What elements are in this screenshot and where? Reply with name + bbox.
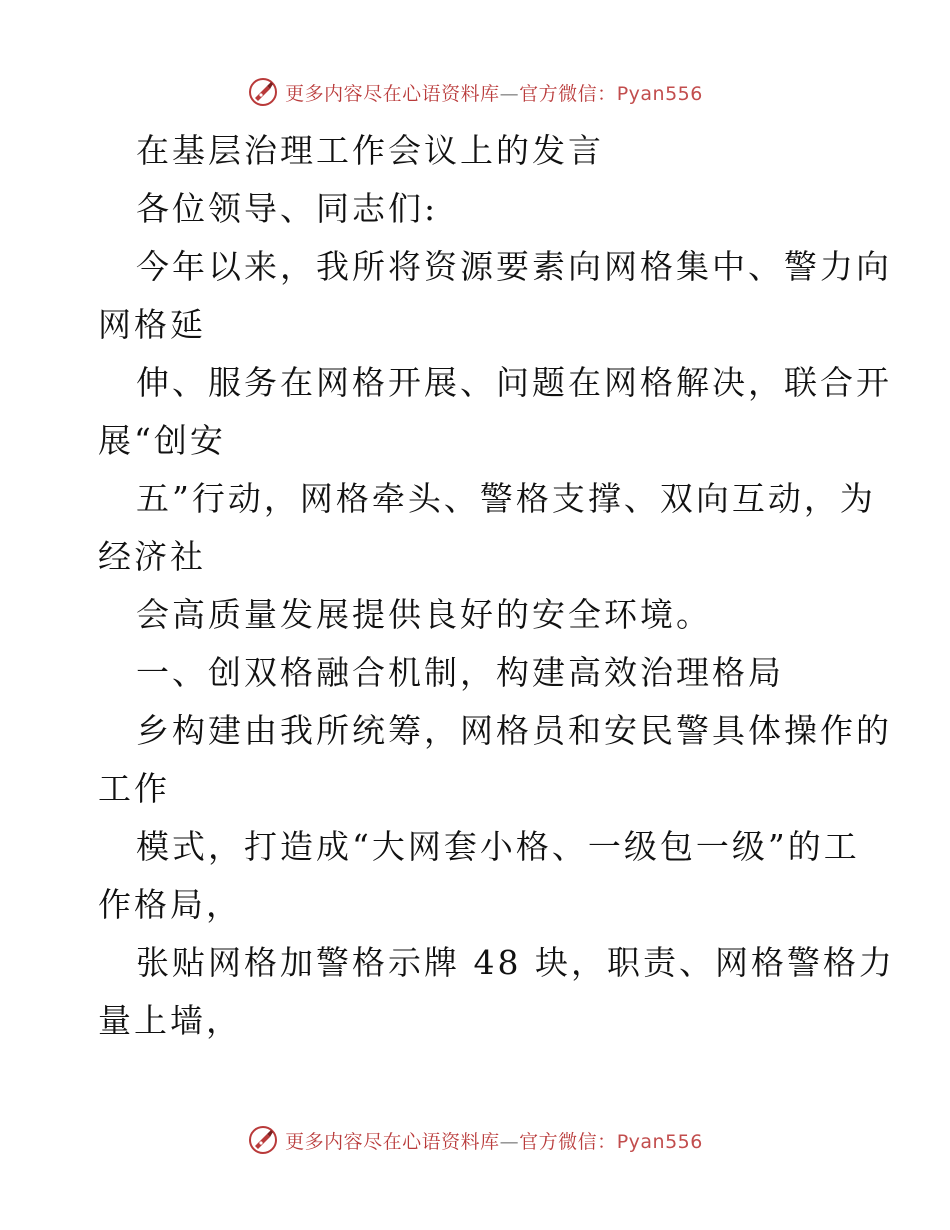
pen-nib-logo-icon <box>247 76 279 108</box>
watermark-text <box>285 1127 703 1154</box>
paragraph-line: 网格延 <box>98 305 206 344</box>
watermark-id: Pyan556 <box>616 1130 703 1153</box>
watermark-id: Pyan556 <box>616 82 703 105</box>
header-watermark <box>0 72 950 112</box>
paragraph-line: 会高质量发展提供良好的安全环境。 <box>136 595 712 634</box>
paragraph-line: 五”行动，网格牵头、警格支撑、双向互动，为 <box>136 479 876 518</box>
footer-watermark <box>0 1120 950 1160</box>
pen-nib-logo-icon <box>247 1124 279 1156</box>
watermark-official: 官方微信： <box>519 82 617 105</box>
paragraph-line: 展“创安 <box>98 421 226 460</box>
salutation: 各位领导、同志们: <box>136 189 439 228</box>
paragraph-line: 工作 <box>98 769 170 808</box>
watermark-text <box>285 79 703 106</box>
section-heading: 一、创双格融合机制，构建高效治理格局 <box>136 653 784 692</box>
paragraph-line: 作格局， <box>98 885 242 924</box>
paragraph-line: 乡构建由我所统筹，网格员和安民警具体操作的 <box>136 711 892 750</box>
watermark-dash: — <box>499 1130 520 1153</box>
watermark-dash: — <box>499 82 520 105</box>
paragraph-line: 张贴网格加警格示牌 48 块，职责、网格警格力 <box>136 943 895 982</box>
watermark-site: 更多内容尽在心语资料库 <box>285 1130 500 1153</box>
paragraph-line: 模式，打造成“大网套小格、一级包一级”的工 <box>136 827 860 866</box>
watermark-official: 官方微信： <box>519 1130 617 1153</box>
paragraph-line: 伸、服务在网格开展、问题在网格解决，联合开 <box>136 363 892 402</box>
document-body <box>98 122 895 1050</box>
watermark-site: 更多内容尽在心语资料库 <box>285 82 500 105</box>
paragraph-line: 今年以来，我所将资源要素向网格集中、警力向 <box>136 247 892 286</box>
paragraph-line: 经济社 <box>98 537 206 576</box>
document-title: 在基层治理工作会议上的发言 <box>136 131 604 170</box>
paragraph-line: 量上墙， <box>98 1001 242 1040</box>
